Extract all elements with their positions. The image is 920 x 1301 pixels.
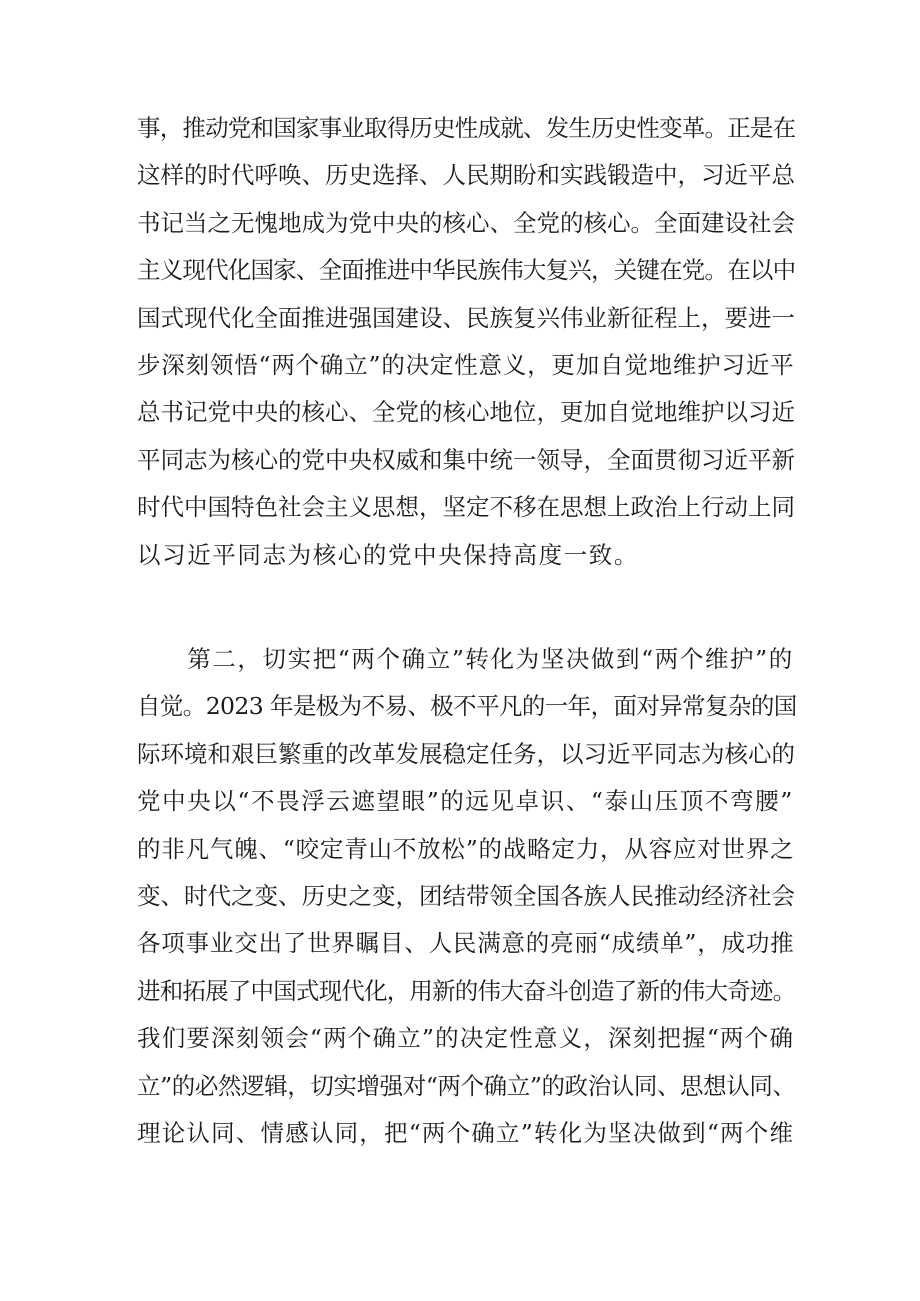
text-line: 变、时代之变、历史之变，团结带领全国各族人民推动经济社会 xyxy=(137,881,795,910)
text-line: 进和拓展了中国式现代化，用新的伟大奋斗创造了新的伟大奇迹。 xyxy=(137,976,796,1005)
paragraph-1 xyxy=(137,105,797,579)
text-line: 际环境和艰巨繁重的改革发展稳定任务，以习近平同志为核心的 xyxy=(137,739,795,768)
text-line: 国式现代化全面推进强国建设、民族复兴伟业新征程上，要进一 xyxy=(137,303,795,332)
text-line: 的非凡气魄、“咬定青山不放松”的战略定力，从容应对世界之 xyxy=(137,834,795,863)
text-line: 党中央以“不畏浮云遮望眼”的远见卓识、“泰山压顶不弯腰” xyxy=(137,787,794,816)
text-line: 步深刻领悟“两个确立”的决定性意义，更加自觉地维护习近平 xyxy=(137,350,795,379)
text-line: 理论认同、情感认同，把“两个确立”转化为坚决做到“两个维 xyxy=(137,1118,795,1147)
text-line: 立”的必然逻辑，切实增强对“两个确立”的政治认同、思想认同、 xyxy=(137,1071,796,1100)
text-line: 平同志为核心的党中央权威和集中统一领导，全面贯彻习近平新 xyxy=(137,445,795,474)
text-line: 自觉。2023 年是极为不易、极不平凡的一年，面对异常复杂的国 xyxy=(137,692,797,721)
text-line: 以习近平同志为核心的党中央保持高度一致。 xyxy=(137,540,639,569)
text-line: 时代中国特色社会主义思想，坚定不移在思想上政治上行动上同 xyxy=(137,493,795,522)
paragraph-2 xyxy=(137,636,797,1157)
text-line: 总书记党中央的核心、全党的核心地位，更加自觉地维护以习近 xyxy=(137,398,795,427)
text-line: 书记当之无愧地成为党中央的核心、全党的核心。全面建设社会 xyxy=(137,208,795,237)
text-line: 我们要深刻领会“两个确立”的决定性意义，深刻把握“两个确 xyxy=(137,1024,795,1053)
text-line: 第二，切实把“两个确立”转化为坚决做到“两个维护”的 xyxy=(137,645,794,673)
text-line: 事，推动党和国家事业取得历史性成就、发生历史性变革。正是在 xyxy=(137,114,796,142)
text-line: 主义现代化国家、全面推进中华民族伟大复兴，关键在党。在以中 xyxy=(137,256,796,285)
text-line: 这样的时代呼唤、历史选择、人民期盼和实践锻造中，习近平总 xyxy=(137,161,795,190)
text-line: 各项事业交出了世界瞩目、人民满意的亮丽“成绩单”，成功推 xyxy=(137,929,795,958)
